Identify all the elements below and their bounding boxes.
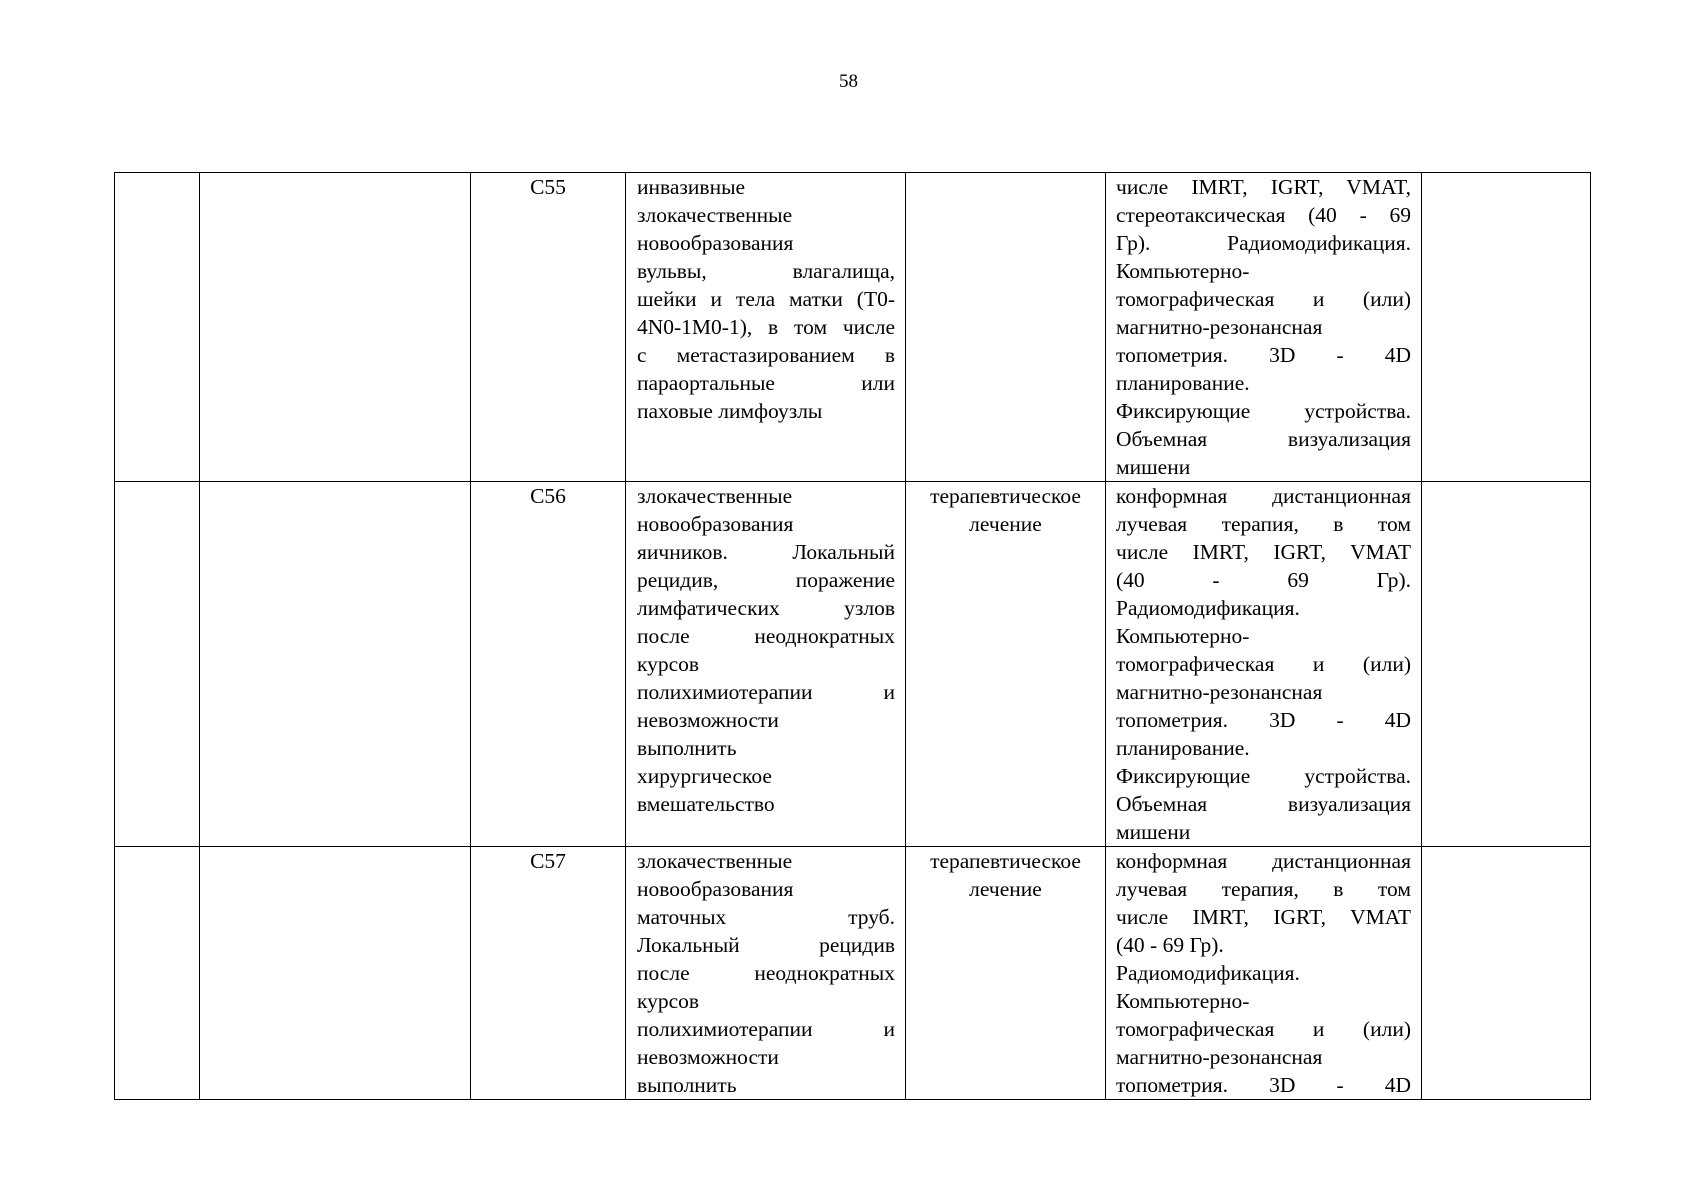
diagnosis-line: 4N0-1M0-1), в том числе	[637, 315, 895, 339]
diagnosis-line: паховые лимфоузлы	[637, 399, 823, 423]
method-line: топометрия. 3D - 4D	[1116, 1073, 1411, 1097]
cell-standard	[1422, 482, 1591, 847]
cell-profile	[200, 173, 471, 482]
diagnosis-line: маточных труб.	[637, 905, 895, 929]
diagnosis-line: курсов	[637, 989, 700, 1013]
method-line: числе IMRT, IGRT, VMAT	[1116, 905, 1411, 929]
cell-profile	[200, 847, 471, 1100]
cell-diagnosis	[626, 173, 906, 482]
method-line: Компьютерно-	[1116, 259, 1250, 283]
diagnosis-line: новообразования	[637, 877, 794, 901]
diagnosis-line: злокачественные	[637, 849, 793, 873]
method-line: мишени	[1116, 820, 1191, 844]
method-line: томографическая и (или)	[1116, 652, 1411, 676]
table-row	[115, 173, 1591, 482]
cell-number	[115, 482, 200, 847]
method-line: числе IMRT, IGRT, VMAT	[1116, 540, 1411, 564]
diagnosis-line: вмешательство	[637, 792, 775, 816]
treatment-table	[114, 172, 1591, 1100]
method-line: стереотаксическая (40 - 69	[1116, 203, 1411, 227]
diagnosis-line: после неоднократных	[637, 961, 895, 985]
diagnosis-line: лимфатических узлов	[637, 596, 895, 620]
method-line: магнитно-резонансная	[1116, 680, 1323, 704]
cell-icd-code: C57	[471, 847, 626, 1100]
method-line: магнитно-резонансная	[1116, 1045, 1323, 1069]
treatment-line: терапевтическое	[930, 849, 1081, 873]
diagnosis-line: злокачественные	[637, 484, 793, 508]
table-row	[115, 482, 1591, 847]
method-line: топометрия. 3D - 4D	[1116, 343, 1411, 367]
diagnosis-line: хирургическое	[637, 764, 772, 788]
cell-standard	[1422, 173, 1591, 482]
diagnosis-line: параортальные или	[637, 371, 895, 395]
cell-treatment-type	[906, 173, 1106, 482]
table-body	[115, 173, 1591, 1100]
cell-treatment-method	[1106, 482, 1422, 847]
cell-treatment-method	[1106, 173, 1422, 482]
cell-diagnosis	[626, 482, 906, 847]
method-line: Компьютерно-	[1116, 624, 1250, 648]
method-line: Фиксирующие устройства.	[1116, 764, 1411, 788]
method-line: лучевая терапия, в том	[1116, 877, 1411, 901]
method-line: лучевая терапия, в том	[1116, 512, 1411, 536]
method-line: Гр). Радиомодификация.	[1116, 231, 1411, 255]
method-line: планирование.	[1116, 736, 1250, 760]
cell-number	[115, 847, 200, 1100]
method-line: Радиомодификация.	[1116, 961, 1300, 985]
diagnosis-line: инвазивные	[637, 175, 746, 199]
diagnosis-line: выполнить	[637, 1073, 737, 1097]
method-line: Радиомодификация.	[1116, 596, 1300, 620]
diagnosis-line: невозможности	[637, 708, 779, 732]
method-line: томографическая и (или)	[1116, 287, 1411, 311]
cell-treatment-type	[906, 482, 1106, 847]
method-line: Объемная визуализация	[1116, 792, 1411, 816]
method-line: планирование.	[1116, 371, 1250, 395]
cell-profile	[200, 482, 471, 847]
treatment-line: терапевтическое	[930, 484, 1081, 508]
cell-diagnosis	[626, 847, 906, 1100]
diagnosis-line: невозможности	[637, 1045, 779, 1069]
diagnosis-line: новообразования	[637, 231, 794, 255]
diagnosis-line: новообразования	[637, 512, 794, 536]
method-line: магнитно-резонансная	[1116, 315, 1323, 339]
diagnosis-line: рецидив, поражение	[637, 568, 895, 592]
cell-standard	[1422, 847, 1591, 1100]
diagnosis-line: шейки и тела матки (T0-	[637, 287, 895, 311]
method-line: томографическая и (или)	[1116, 1017, 1411, 1041]
cell-treatment-type	[906, 847, 1106, 1100]
diagnosis-line: после неоднократных	[637, 624, 895, 648]
treatment-line: лечение	[969, 512, 1042, 536]
diagnosis-line: вульвы, влагалища,	[637, 259, 895, 283]
cell-icd-code: C55	[471, 173, 626, 482]
method-line: топометрия. 3D - 4D	[1116, 708, 1411, 732]
page-number: 58	[839, 71, 858, 92]
diagnosis-line: курсов	[637, 652, 700, 676]
method-line: конформная дистанционная	[1116, 484, 1411, 508]
diagnosis-line: яичников. Локальный	[637, 540, 895, 564]
diagnosis-line: Локальный рецидив	[637, 933, 895, 957]
method-line: числе IMRT, IGRT, VMAT,	[1116, 175, 1411, 199]
cell-treatment-method	[1106, 847, 1422, 1100]
treatment-line: лечение	[969, 877, 1042, 901]
method-line: Объемная визуализация	[1116, 427, 1411, 451]
diagnosis-line: злокачественные	[637, 203, 793, 227]
cell-number	[115, 173, 200, 482]
method-line: Фиксирующие устройства.	[1116, 399, 1411, 423]
method-line: мишени	[1116, 455, 1191, 479]
diagnosis-line: полихимиотерапии и	[637, 680, 895, 704]
method-line: Компьютерно-	[1116, 989, 1250, 1013]
table-row	[115, 847, 1591, 1100]
diagnosis-line: с метастазированием в	[637, 343, 895, 367]
method-line: (40 - 69 Гр).	[1116, 568, 1411, 592]
method-line: (40 - 69 Гр).	[1116, 933, 1224, 957]
cell-icd-code: C56	[471, 482, 626, 847]
diagnosis-line: выполнить	[637, 736, 737, 760]
diagnosis-line: полихимиотерапии и	[637, 1017, 895, 1041]
method-line: конформная дистанционная	[1116, 849, 1411, 873]
